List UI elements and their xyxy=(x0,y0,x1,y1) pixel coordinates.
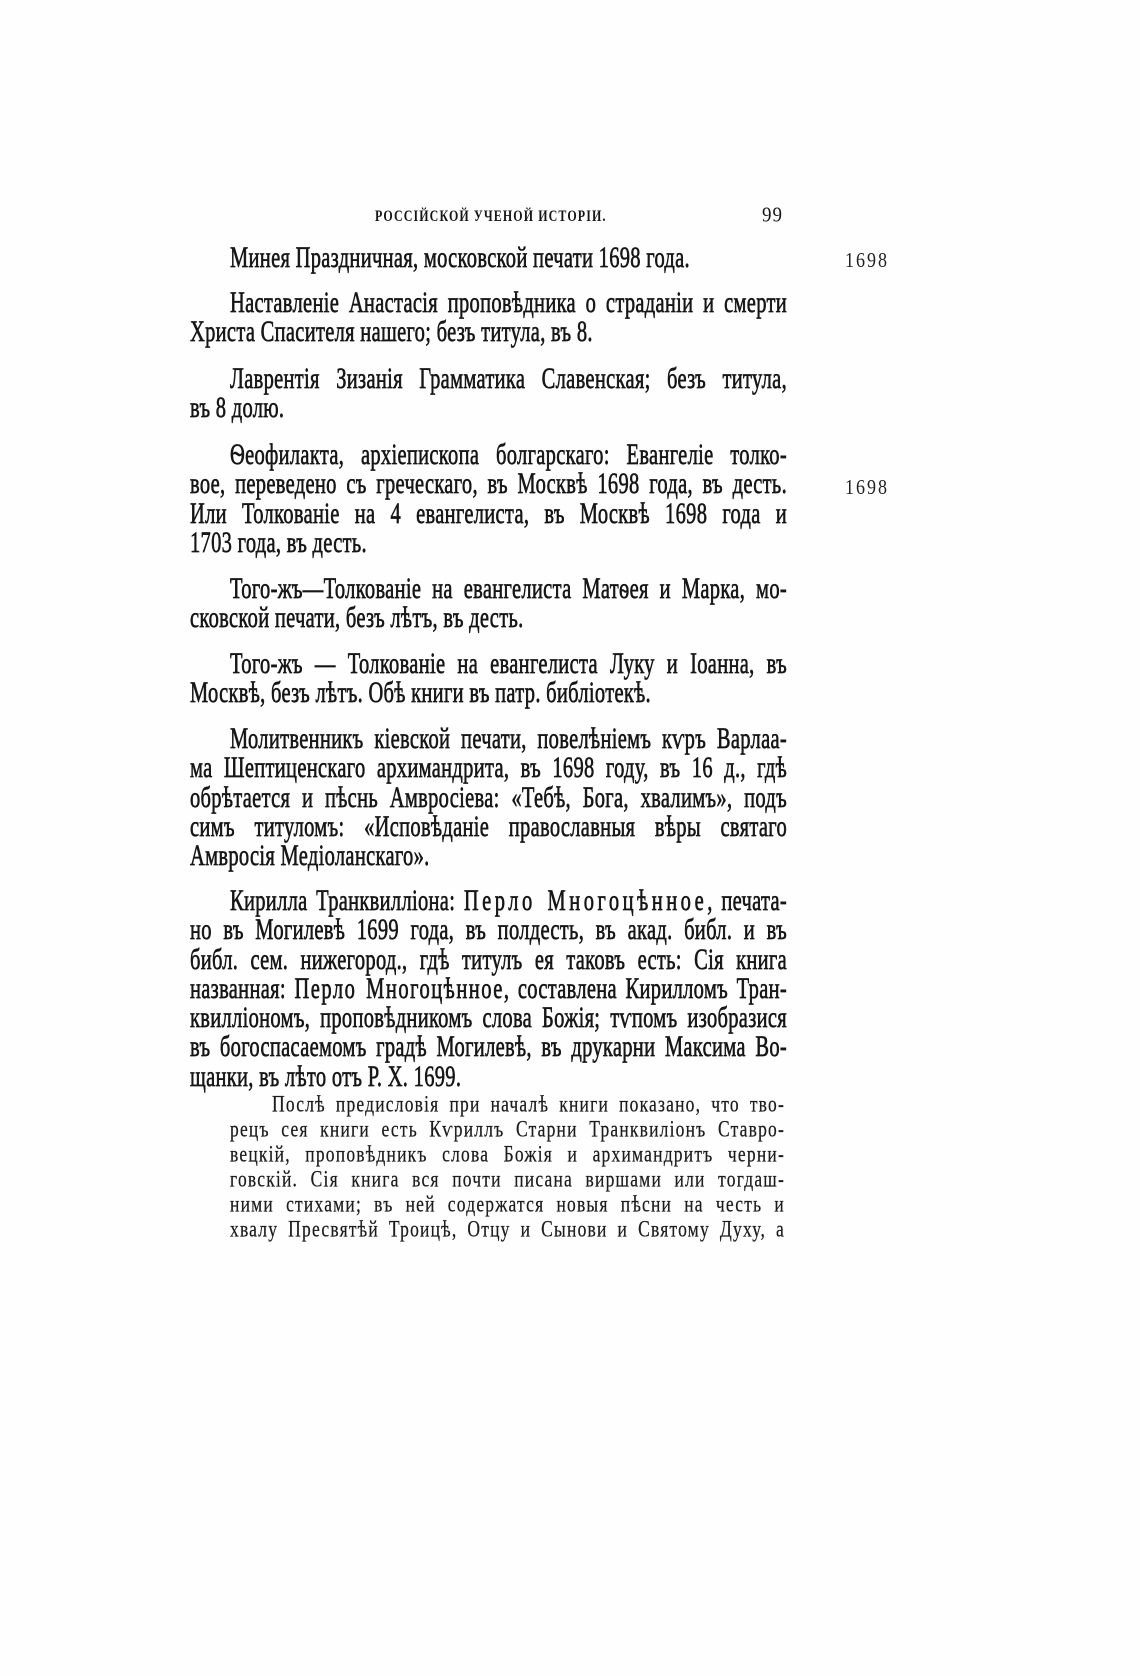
entry-line: сковской печати, безъ лѣтъ, въ десть. xyxy=(190,603,524,635)
running-head: РОССІЙСКОЙ УЧЕНОЙ ИСТОРІИ. xyxy=(375,206,607,226)
entry-line: ма Шептиценскаго архимандрита, въ 1698 году, въ 16 д., гдѣ xyxy=(190,753,787,785)
footnote-line: рецъ сея книги есть Кѵриллъ Старни Транквиліонъ Ставро- xyxy=(230,1115,785,1142)
spaced-title: Перло Многоцѣнное xyxy=(294,973,504,1006)
entry-line: симъ титуломъ: «Исповѣданіе православныя вѣры святаго xyxy=(190,811,787,844)
entry-line: Амвросія Медіоланскаго». xyxy=(190,841,430,873)
margin-year: 1698 xyxy=(845,475,889,499)
entry-perlo xyxy=(190,888,787,1093)
footnote-line: Послѣ предисловія при началѣ книги показано, что тво- xyxy=(272,1090,785,1117)
footnote-line: вецкій, проповѣдникъ слова Божія и архимандритъ черни- xyxy=(230,1140,785,1167)
line-text: Кирилла Транквилліона: xyxy=(230,886,464,918)
footnote-line: хвалу Пресвятѣй Троицѣ, Отцу и Сынови и Святому Духу, а xyxy=(230,1215,785,1242)
entry-line: Христа Спасителя нашего; безъ титула, въ 8. xyxy=(190,317,593,349)
entry-line: 1703 года, въ десть. xyxy=(190,527,367,560)
entry-nastavlenie xyxy=(190,290,787,349)
entry-minea xyxy=(190,245,787,274)
entry-line: библ. сем. нижегород., гдѣ титулъ ея таковъ есть: Сія книга xyxy=(190,944,787,976)
entry-line: Того-жъ — Толкованіе на евангелиста Луку и Іоанна, въ xyxy=(230,649,787,681)
footnote-line: ними стихами; въ ней содержатся новыя пѣсни на честь и xyxy=(230,1190,785,1217)
footnote-line: говскій. Сія книга вся почти писана виршами или тогдаш- xyxy=(230,1165,785,1192)
entry-line: но въ Могилевѣ 1699 года, въ полдесть, въ акад. библ. и въ xyxy=(190,915,787,947)
entry-grammatika xyxy=(190,366,787,425)
entry-line: въ 8 долю. xyxy=(190,393,285,425)
entry-tolkovanie-luka xyxy=(190,651,787,710)
footnote xyxy=(230,1092,785,1242)
entry-line: Молитвенникъ кіевской печати, повелѣніемъ кѵръ Варлаа- xyxy=(230,724,787,756)
entry-tolkovanie-matfei xyxy=(190,576,787,635)
entry-line: Наставленіе Анастасія проповѣдника о страданіи и смерти xyxy=(230,288,787,320)
entry-line: обрѣтается и пѣснь Амвросіева: «Тебѣ, Бога, хвалимъ», подъ xyxy=(190,782,787,814)
entry-line: въ богоспасаемомъ градѣ Могилевѣ, въ друкарни Максима Во- xyxy=(190,1032,787,1064)
margin-year: 1698 xyxy=(845,248,889,272)
spaced-title: Перло Многоцѣнное xyxy=(463,886,708,918)
line-text: , составлена Кирилломъ Тран- xyxy=(503,973,788,1006)
line-text: названная: xyxy=(190,973,295,1006)
entry-line: Минея Праздничная, московской печати 1698 года. xyxy=(230,243,690,275)
entry-line: щанки, въ лѣто отъ Р. Х. 1699. xyxy=(190,1061,462,1094)
entry-feofilakt xyxy=(190,442,787,559)
entry-line: Ѳеофилакта, архіепископа болгарскаго: Евангеліе толко- xyxy=(230,440,787,472)
entry-line: Того-жъ—Толкованіе на евангелиста Матѳея и Марка, мо- xyxy=(230,574,787,606)
line-text: , печата- xyxy=(707,886,787,918)
entry-line: квилліономъ, проповѣдникомъ слова Божія; тѵпомъ изобразися xyxy=(190,1003,787,1035)
entry-line: Москвѣ, безъ лѣтъ. Обѣ книги въ патр. библіотекѣ. xyxy=(190,678,651,710)
entry-line: Или Толкованіе на 4 евангелиста, въ Москвѣ 1698 года и xyxy=(190,498,787,530)
entry-molitvennik xyxy=(190,726,787,872)
entry-line: вое, переведено съ греческаго, въ Москвѣ 1698 года, въ десть. xyxy=(190,469,787,501)
page-number: 99 xyxy=(762,203,783,227)
entry-line: Лаврентія Зизанія Грамматика Славенская; безъ титула, xyxy=(230,364,787,396)
